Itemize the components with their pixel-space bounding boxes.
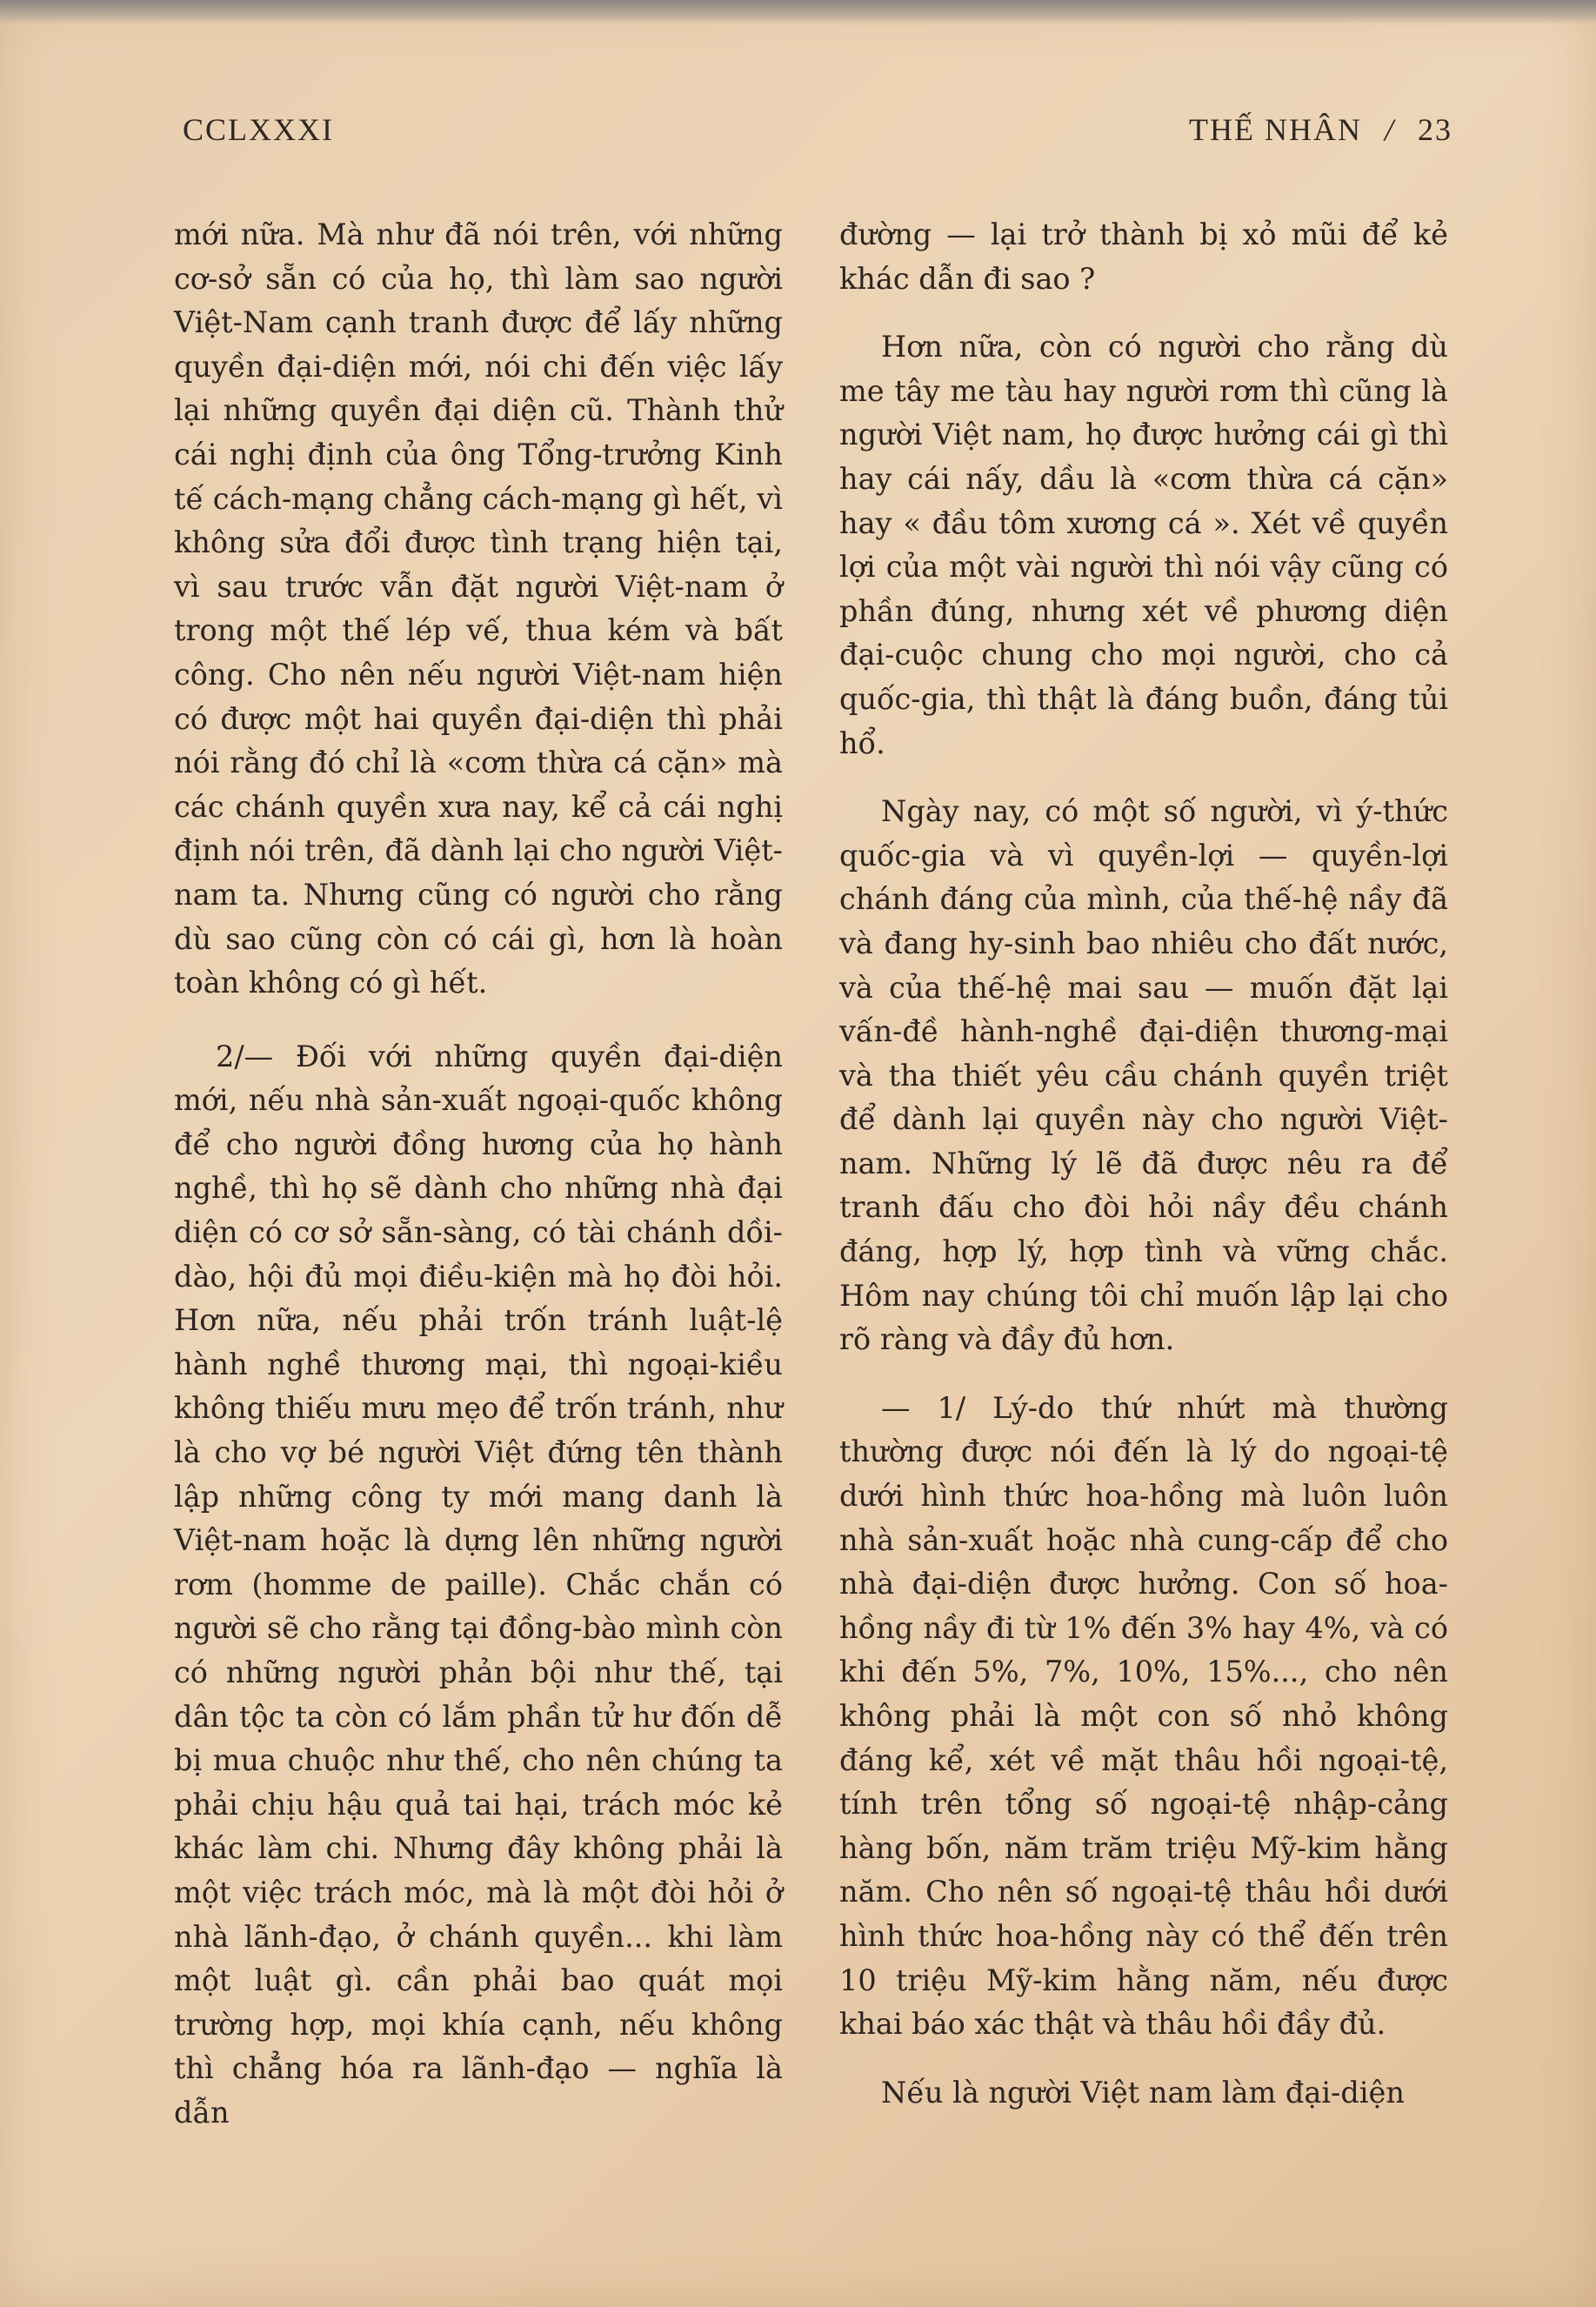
paragraph: mới nữa. Mà như đã nói trên, với những cơ-sở sẵn có của họ, thì làm sao người Việt-Nam cạnh tranh được để lấy những quyền đại-diện mới, nói chi đến việc lấy lại những quyền đại diện cũ. Thành thử cái nghị định của ông Tổng-trưởng Kinh tế cách-mạng chẳng cách-mạng gì hết, vì không sửa đổi được tình trạng hiện tại, vì sau trước vẫn đặt người Việt-nam ở trong một thế lép vế, thua kém và bất công. Cho nên nếu người Việt-nam hiện có được một hai quyền đại-diện thì phải nói rằng đó chỉ là «cơm thừa cá cặn» mà các chánh quyền xưa nay, kể cả cái nghị định nói trên, đã dành lại cho người Việt-nam ta. Nhưng cũng có người cho rằng dù sao cũng còn có cái gì, hơn là hoàn toàn không có gì hết. xyxy=(174,217,783,1000)
right-column xyxy=(839,213,1448,2115)
journal-title: THẾ NHÂN xyxy=(1189,112,1362,147)
paragraph: — 1/ Lý-do thứ nhứt mà thường thường được nói đến là lý do ngoại-tệ dưới hình thức hoa-hồng mà luôn luôn nhà sản-xuất hoặc nhà cung-cấp để cho nhà đại-diện được hưởng. Con số hoa-hồng nầy đi từ 1% đến 3% hay 4%, và có khi đến 5%, 7%, 10%, 15%..., cho nên không phải là một con số nhỏ không đáng kể, xét về mặt thâu hồi ngoại-tệ, tính trên tổng số ngoại-tệ nhập-cảng hàng bốn, năm trăm triệu Mỹ-kim hằng năm. Cho nên số ngoại-tệ thâu hồi dưới hình thức hoa-hồng này có thể đến trên 10 triệu Mỹ-kim hằng năm, nếu được khai báo xác thật và thâu hồi đầy đủ. xyxy=(839,1390,1448,2042)
page-number: 23 xyxy=(1418,112,1452,147)
header-separator: / xyxy=(1384,112,1395,147)
running-head-left: CCLXXXI xyxy=(183,112,334,147)
running-head-right xyxy=(1189,111,1452,148)
paragraph: Ngày nay, có một số người, vì ý-thức quốc-gia và vì quyền-lợi — quyền-lợi chánh đáng của mình, của thế-hệ nầy đã và đang hy-sinh bao nhiêu cho đất nước, và của thế-hệ mai sau — muốn đặt lại vấn-đề hành-nghề đại-diện thương-mại và tha thiết yêu cầu chánh quyền triệt để dành lại quyền này cho người Việt-nam. Những lý lẽ đã được nêu ra để tranh đấu cho đòi hỏi nầy đều chánh đáng, hợp lý, hợp tình và vững chắc. Hôm nay chúng tôi chỉ muốn lập lại cho rõ ràng và đầy đủ hơn. xyxy=(839,794,1448,1357)
paragraph: Nếu là người Việt nam làm đại-diện xyxy=(881,2075,1405,2110)
paragraph: đường — lại trở thành bị xỏ mũi để kẻ khác dẫn đi sao ? xyxy=(839,217,1448,296)
page-top-edge xyxy=(0,0,1596,24)
paragraph: Hơn nữa, còn có người cho rằng dù me tây me tàu hay người rơm thì cũng là người Việt nam, họ được hưởng cái gì thì hay cái nấy, dầu là «cơm thừa cá cặn» hay « đầu tôm xương cá ». Xét về quyền lợi của một vài người thì nói vậy cũng có phần đúng, nhưng xét về phương diện đại-cuộc chung cho mọi người, cho cả quốc-gia, thì thật là đáng buồn, đáng tủi hổ. xyxy=(839,330,1448,760)
left-column xyxy=(174,213,783,2136)
paragraph: 2/— Đối với những quyền đại-diện mới, nếu nhà sản-xuất ngoại-quốc không để cho người đồng hương của họ hành nghề, thì họ sẽ dành cho những nhà đại diện có cơ sở sẵn-sàng, có tài chánh dồi-dào, hội đủ mọi điều-kiện mà họ đòi hỏi. Hơn nữa, nếu phải trốn tránh luật-lệ hành nghề thương mại, thì ngoại-kiều không thiếu mưu mẹo để trốn tránh, như là cho vợ bé người Việt đứng tên thành lập những công ty mới mang danh là Việt-nam hoặc là dựng lên những người rơm (homme de paille). Chắc chắn có người sẽ cho rằng tại đồng-bào mình còn có những người phản bội như thế, tại dân tộc ta còn có lắm phần tử hư đốn dễ bị mua chuộc như thế, cho nên chúng ta phải chịu hậu quả tai hại, trách móc kẻ khác làm chi. Nhưng đây không phải là một việc trách móc, mà là một đòi hỏi ở nhà lãnh-đạo, ở chánh quyền... khi làm một luật gì. cần phải bao quát mọi trường hợp, mọi khía cạnh, nếu không thì chẳng hóa ra lãnh-đạo — nghĩa là dẫn xyxy=(174,1039,783,2130)
